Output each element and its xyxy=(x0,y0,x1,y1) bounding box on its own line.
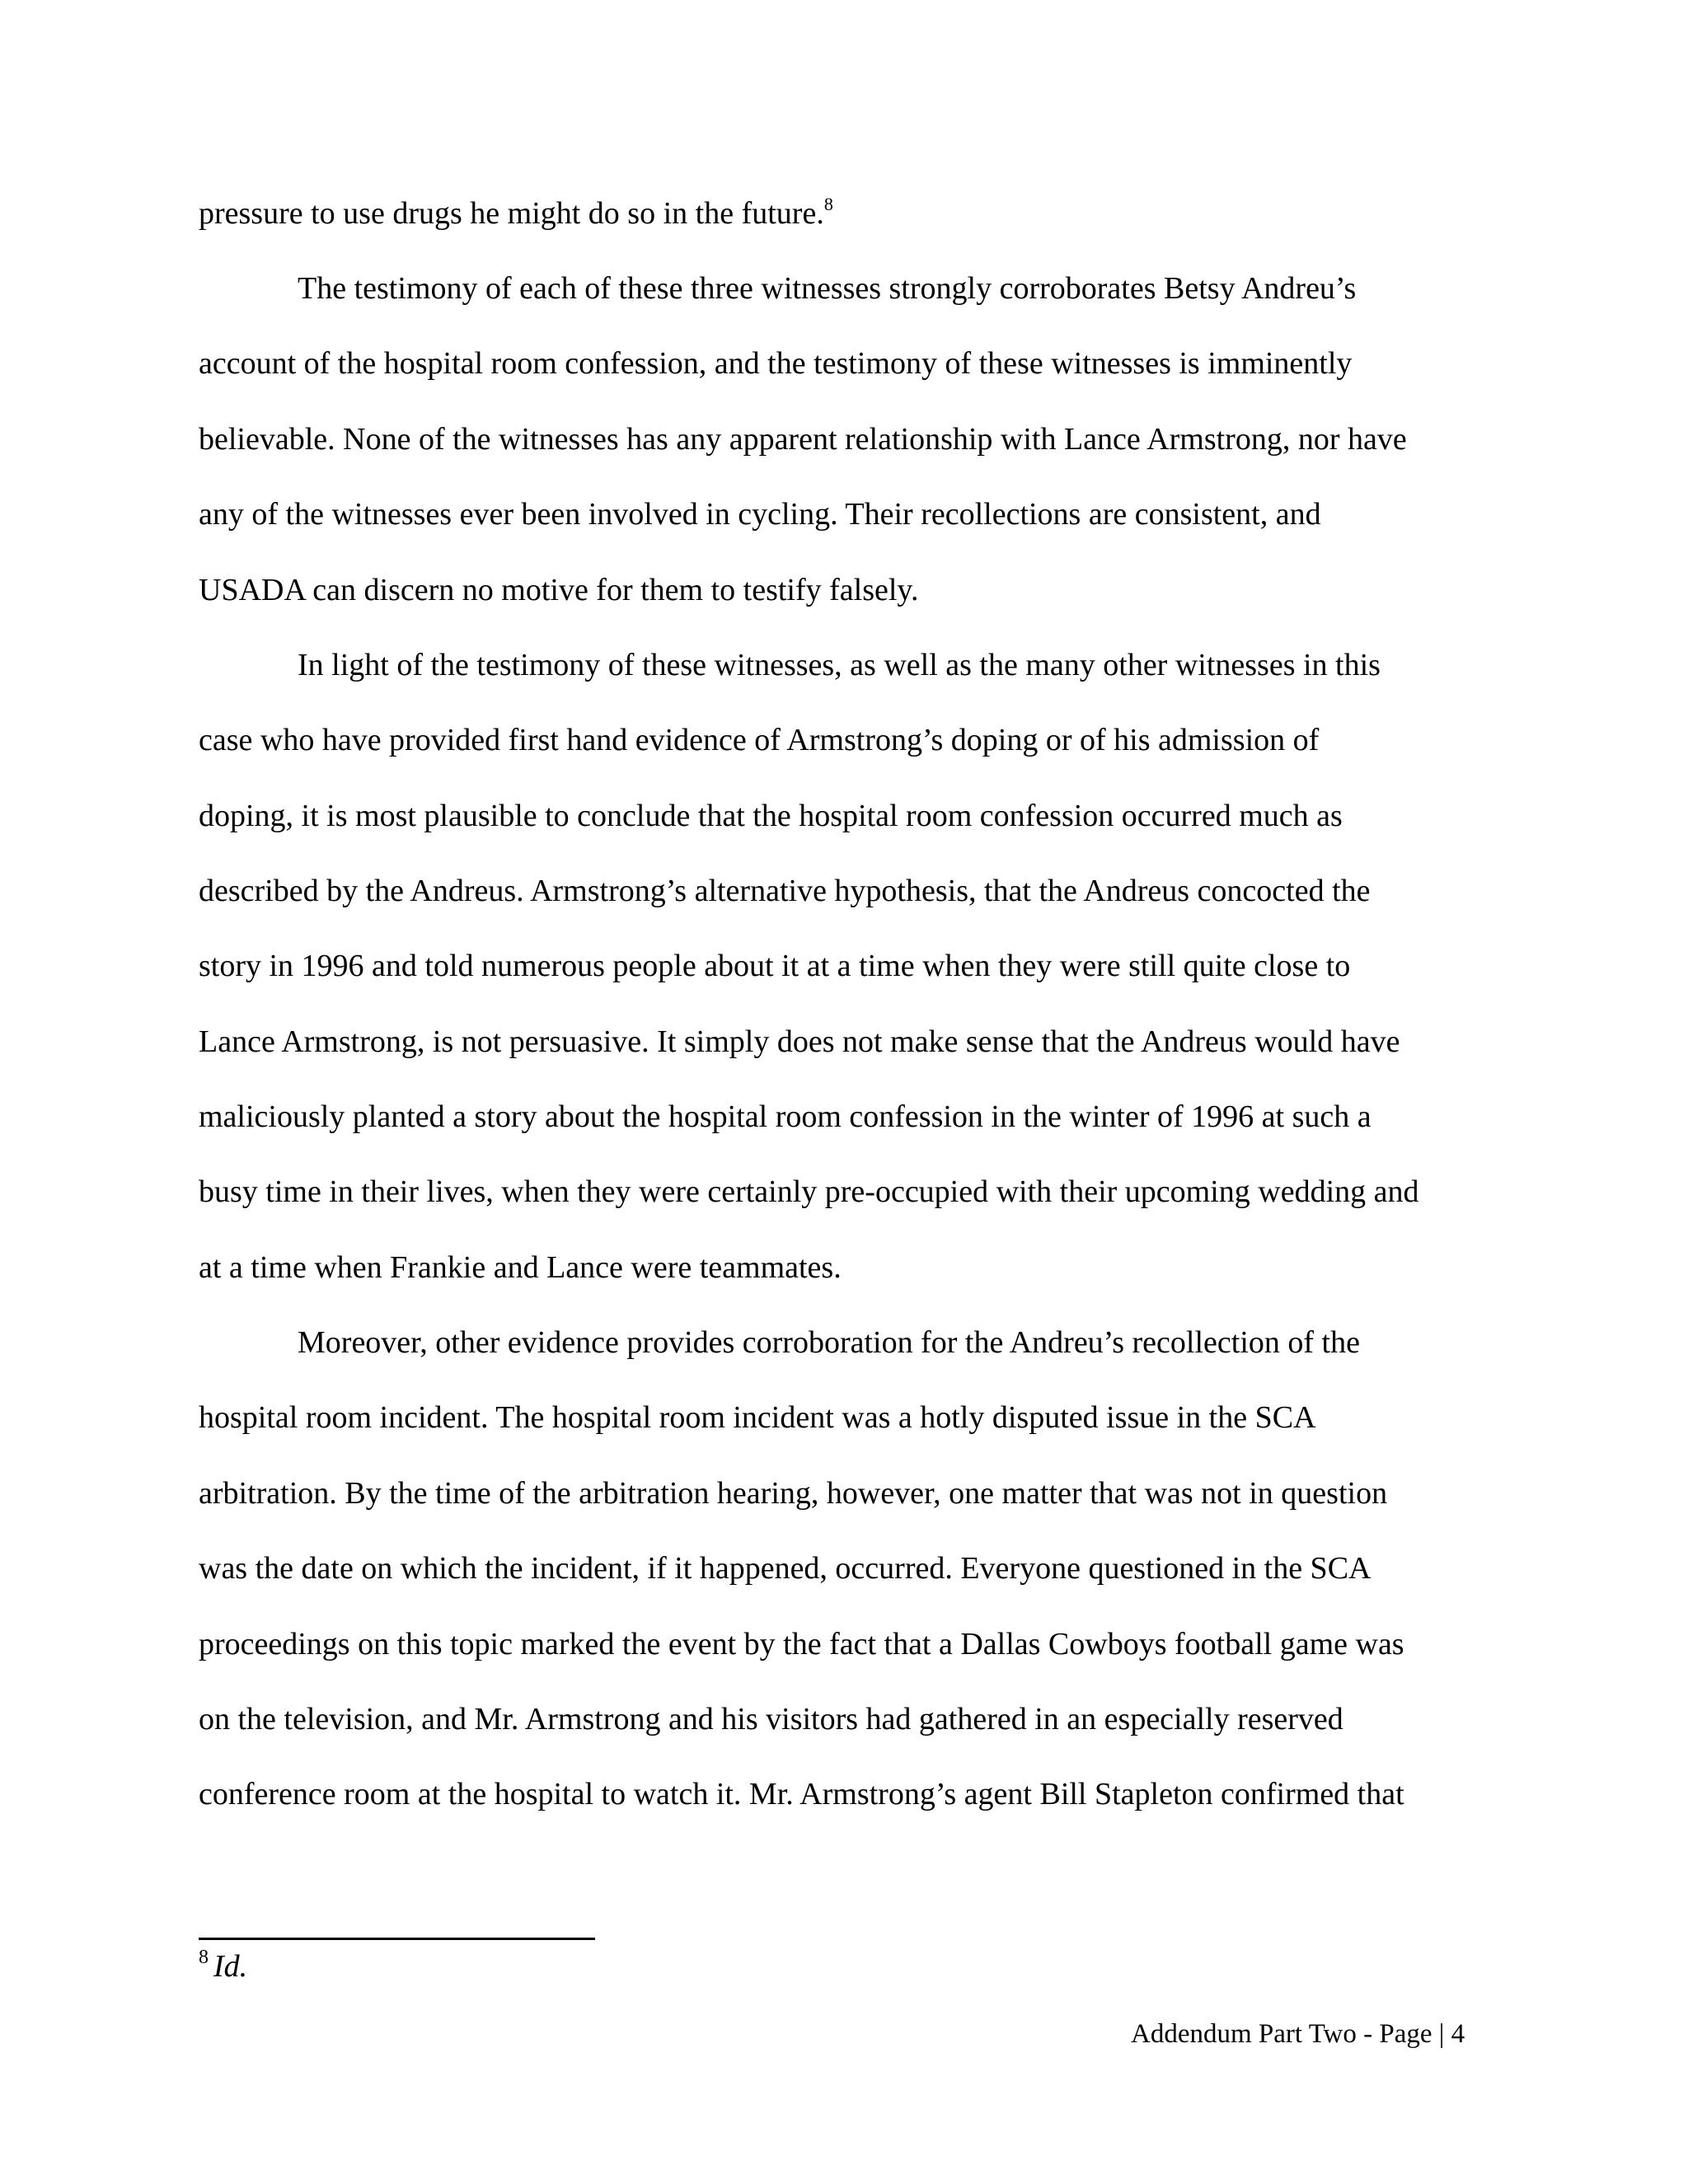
footnote xyxy=(199,1947,247,1985)
body-line-5: any of the witnesses ever been involved in cycling. Their recollections are consistent, and xyxy=(199,497,1321,532)
footnote-text: Id. xyxy=(213,1949,248,1984)
body-line-3: account of the hospital room confession, and the testimony of these witnesses is imminently xyxy=(199,346,1353,381)
footnote-number: 8 xyxy=(199,1947,209,1968)
body-line-20: proceedings on this topic marked the event by the fact that a Dallas Cowboys football game was xyxy=(199,1627,1404,1661)
body-line-21: on the television, and Mr. Armstrong and his visitors had gathered in an especially reserved xyxy=(199,1702,1343,1736)
body-line-12: Lance Armstrong, is not persuasive. It simply does not make sense that the Andreus would have xyxy=(199,1024,1400,1059)
body-line-14: busy time in their lives, when they were certainly pre-occupied with their upcoming wedding and xyxy=(199,1174,1419,1209)
body-line-8: case who have provided first hand evidence of Armstrong’s doping or of his admission of xyxy=(199,723,1320,757)
body-line-7: In light of the testimony of these witnesses, as well as the many other witnesses in this xyxy=(298,648,1381,682)
body-line-18: arbitration. By the time of the arbitration hearing, however, one matter that was not in question xyxy=(199,1476,1388,1511)
body-line-10: described by the Andreus. Armstrong’s alternative hypothesis, that the Andreus concocted the xyxy=(199,874,1371,908)
body-line-6: USADA can discern no motive for them to testify falsely. xyxy=(199,573,919,607)
page-footer: Addendum Part Two - Page | 4 xyxy=(1131,2019,1465,2049)
body-line-1: pressure to use drugs he might do so in the future.$^8$ xyxy=(199,194,833,231)
footnote-separator xyxy=(199,1938,595,1940)
body-line-16: Moreover, other evidence provides corroboration for the Andreu’s recollection of the xyxy=(298,1325,1360,1360)
footnote-reference[interactable]: 8 xyxy=(823,194,833,214)
body-line-19: was the date on which the incident, if it happened, occurred. Everyone questioned in the SCA xyxy=(199,1551,1372,1586)
body-line-13: maliciously planted a story about the hospital room confession in the winter of 1996 at such a xyxy=(199,1099,1372,1134)
body-line-15: at a time when Frankie and Lance were teammates. xyxy=(199,1250,842,1285)
body-line-11: story in 1996 and told numerous people about it at a time when they were still quite close to xyxy=(199,949,1351,983)
body-line-22: conference room at the hospital to watch it. Mr. Armstrong’s agent Bill Stapleton confirmed that xyxy=(199,1777,1404,1811)
body-line-2: The testimony of each of these three witnesses strongly corroborates Betsy Andreu’s xyxy=(298,271,1357,306)
body-line-17: hospital room incident. The hospital room incident was a hotly disputed issue in the SCA xyxy=(199,1400,1316,1435)
body-line-9: doping, it is most plausible to conclude that the hospital room confession occurred much as xyxy=(199,799,1343,833)
body-line-4: believable. None of the witnesses has any apparent relationship with Lance Armstrong, nor have xyxy=(199,422,1407,457)
